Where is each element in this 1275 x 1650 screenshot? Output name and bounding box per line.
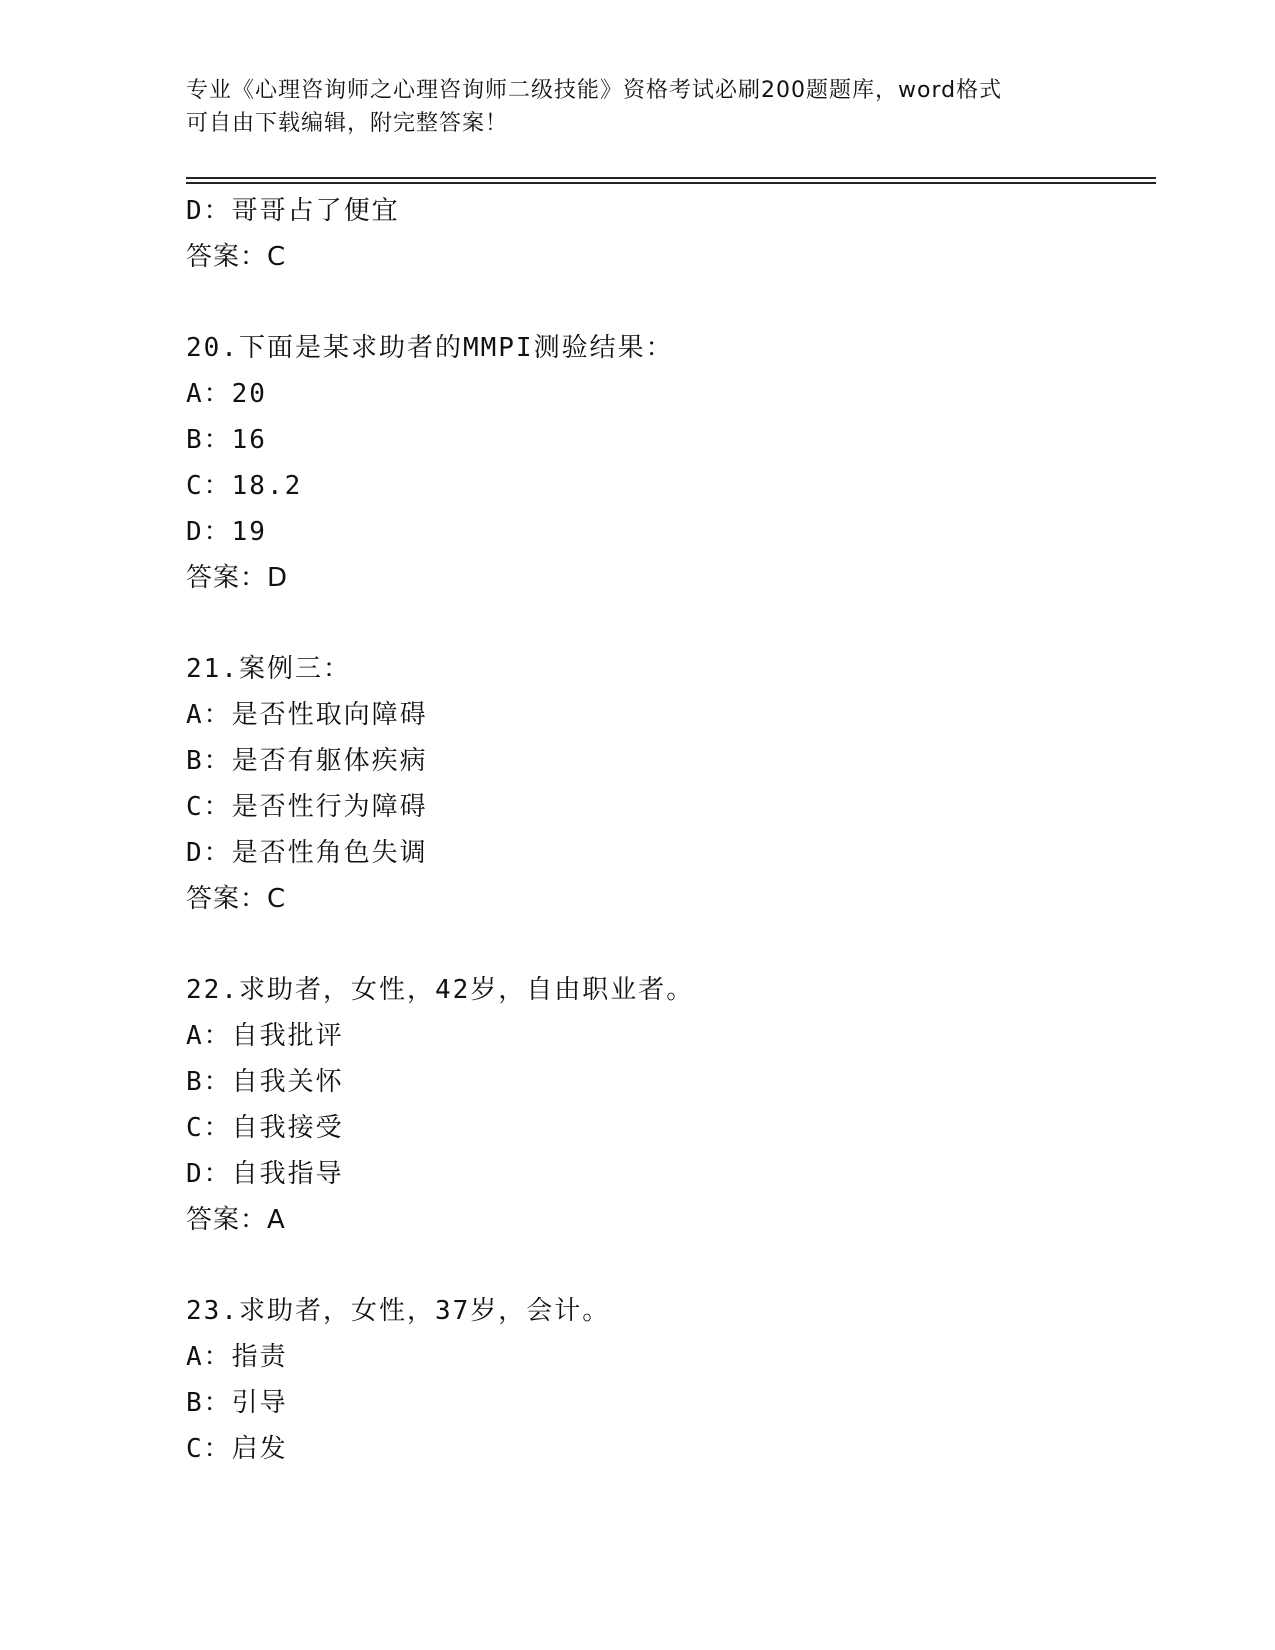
option-a: A：是否性取向障碍	[186, 700, 428, 730]
answer-value: A	[267, 1205, 286, 1235]
answer-value: C	[267, 242, 287, 272]
answer-line	[186, 555, 1156, 601]
spacer	[186, 601, 1156, 646]
question-stem: 23.求助者，女性，37岁，会计。	[186, 1296, 611, 1326]
question-stem: 21.案例三：	[186, 654, 351, 684]
question-stem: 22.求助者，女性，42岁，自由职业者。	[186, 975, 695, 1005]
document-header	[186, 74, 1066, 140]
question-22	[186, 967, 1156, 1243]
option-b: B：引导	[186, 1388, 288, 1418]
answer-line	[186, 1197, 1156, 1243]
answer-label: 答案：	[186, 242, 268, 272]
option-d: D：自我指导	[186, 1159, 344, 1189]
option-a: A：指责	[186, 1342, 288, 1372]
spacer	[186, 922, 1156, 967]
spacer	[186, 280, 1156, 325]
question-20	[186, 325, 1156, 601]
question-list	[186, 188, 1156, 1472]
option-c: C：自我接受	[186, 1113, 344, 1143]
option-d: D：是否性角色失调	[186, 838, 428, 868]
answer-label: 答案：	[186, 1205, 268, 1235]
question-19-fragment	[186, 188, 1156, 280]
spacer	[186, 1243, 1156, 1288]
question-stem: 20.下面是某求助者的MMPI测验结果：	[186, 333, 674, 363]
option-b: B：自我关怀	[186, 1067, 344, 1097]
option-c: C：18.2	[186, 471, 303, 501]
header-title-line-1: 专业《心理咨询师之心理咨询师二级技能》资格考试必刷200题题库，word格式	[186, 78, 1003, 103]
answer-label: 答案：	[186, 563, 268, 593]
answer-value: C	[267, 884, 287, 914]
answer-line	[186, 234, 1156, 280]
option-b: B：是否有躯体疾病	[186, 746, 428, 776]
option-a: A：20	[186, 379, 267, 409]
question-23	[186, 1288, 1156, 1472]
header-divider-top	[186, 177, 1156, 179]
answer-label: 答案：	[186, 884, 268, 914]
option-a: A：自我批评	[186, 1021, 344, 1051]
option-d: D：哥哥占了便宜	[186, 196, 400, 226]
option-c: C：启发	[186, 1434, 288, 1464]
option-b: B：16	[186, 425, 267, 455]
header-title-line-2: 可自由下载编辑，附完整答案！	[186, 111, 509, 136]
answer-value: D	[267, 563, 289, 593]
question-21	[186, 646, 1156, 922]
option-d: D：19	[186, 517, 267, 547]
header-divider-bottom	[186, 182, 1156, 184]
option-c: C：是否性行为障碍	[186, 792, 428, 822]
answer-line	[186, 876, 1156, 922]
